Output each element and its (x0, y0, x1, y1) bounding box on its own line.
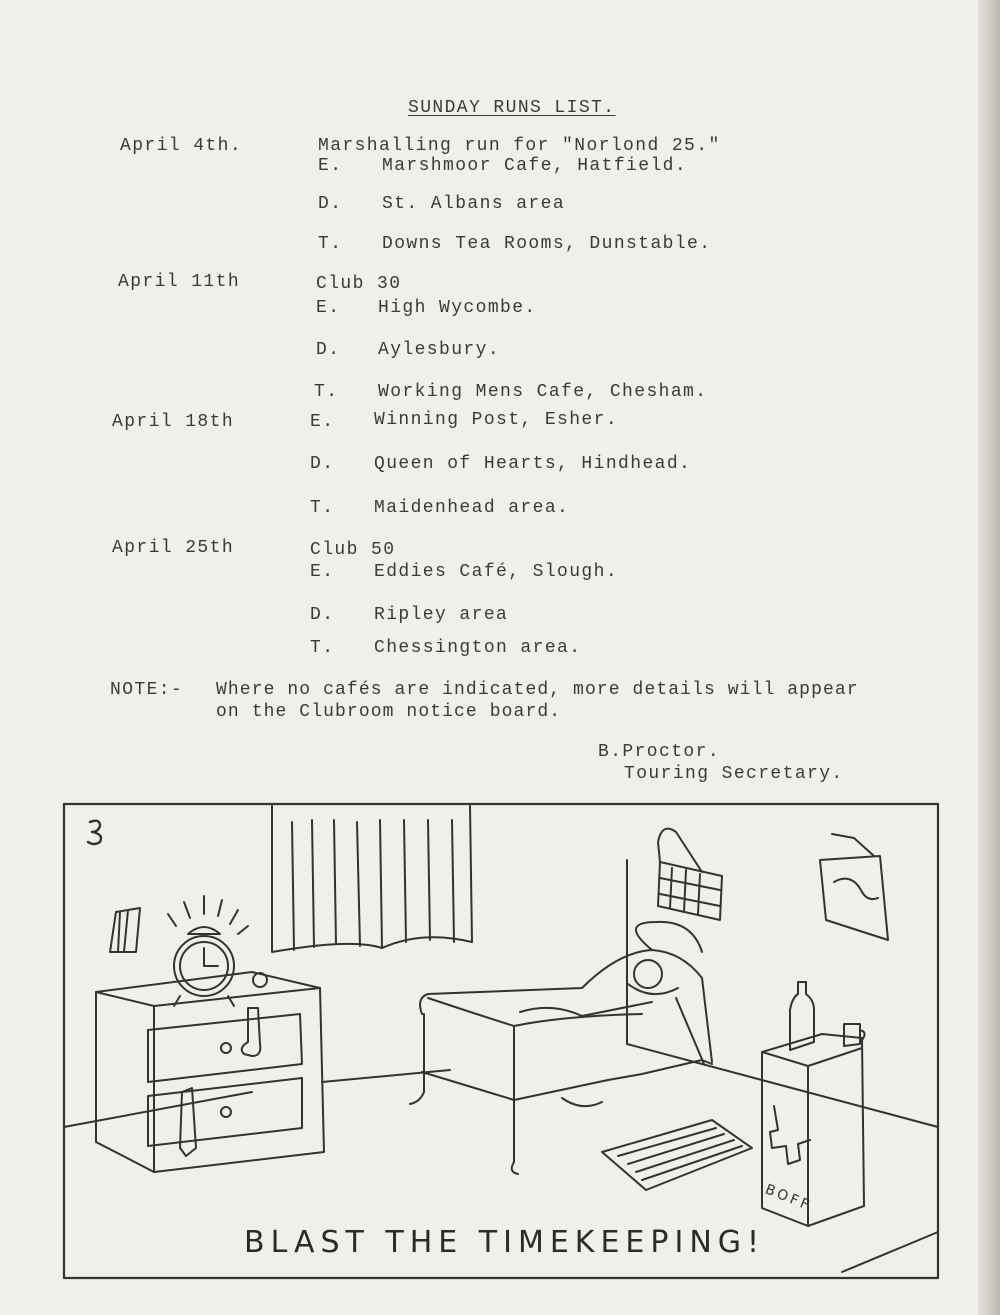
stop-code: T. (314, 382, 339, 402)
stop-code: E. (310, 562, 335, 582)
signature-name: B.Proctor. (598, 742, 721, 762)
stop-place: St. Albans area (382, 194, 566, 214)
run-date: April 4th. (120, 136, 243, 156)
signature-role: Touring Secretary. (624, 764, 844, 784)
stop-code: D. (316, 340, 341, 360)
stop-code: D. (310, 454, 335, 474)
stop-place: Aylesbury. (378, 340, 501, 360)
stop-place: Queen of Hearts, Hindhead. (374, 454, 692, 474)
run-date: April 25th (112, 538, 235, 558)
stop-code: T. (318, 234, 343, 254)
bedroom-cartoon (62, 802, 940, 1282)
run-heading: Marshalling run for "Norlond 25." (318, 136, 721, 156)
run-heading: Club 50 (310, 540, 396, 560)
stop-place: Chessington area. (374, 638, 582, 658)
stop-place: Marshmoor Cafe, Hatfield. (382, 156, 688, 176)
stop-code: T. (310, 638, 335, 658)
stop-place: Maidenhead area. (374, 498, 570, 518)
stop-place: Ripley area (374, 605, 509, 625)
run-heading: Club 30 (316, 274, 402, 294)
cartoon-caption: BLAST THE TIMEKEEPING! (244, 1225, 766, 1260)
note-text-line2: on the Clubroom notice board. (216, 702, 562, 722)
stop-place: High Wycombe. (378, 298, 537, 318)
page-edge (978, 0, 1000, 1315)
stop-place: Working Mens Cafe, Chesham. (378, 382, 708, 402)
note-label: NOTE:- (110, 680, 184, 700)
stop-code: E. (318, 156, 343, 176)
stop-place: Downs Tea Rooms, Dunstable. (382, 234, 712, 254)
stop-code: E. (316, 298, 341, 318)
stop-place: Winning Post, Esher. (374, 410, 619, 430)
stop-code: D. (318, 194, 343, 214)
stop-code: E. (310, 412, 335, 432)
stop-place: Eddies Café, Slough. (374, 562, 619, 582)
stop-code: T. (310, 498, 335, 518)
run-date: April 11th (118, 272, 241, 292)
note-text-line1: Where no cafés are indicated, more details will appear (216, 680, 859, 700)
cabinet-label: BOFF (762, 1181, 814, 1215)
run-date: April 18th (112, 412, 235, 432)
page-title: SUNDAY RUNS LIST. (408, 98, 616, 118)
stop-code: D. (310, 605, 335, 625)
